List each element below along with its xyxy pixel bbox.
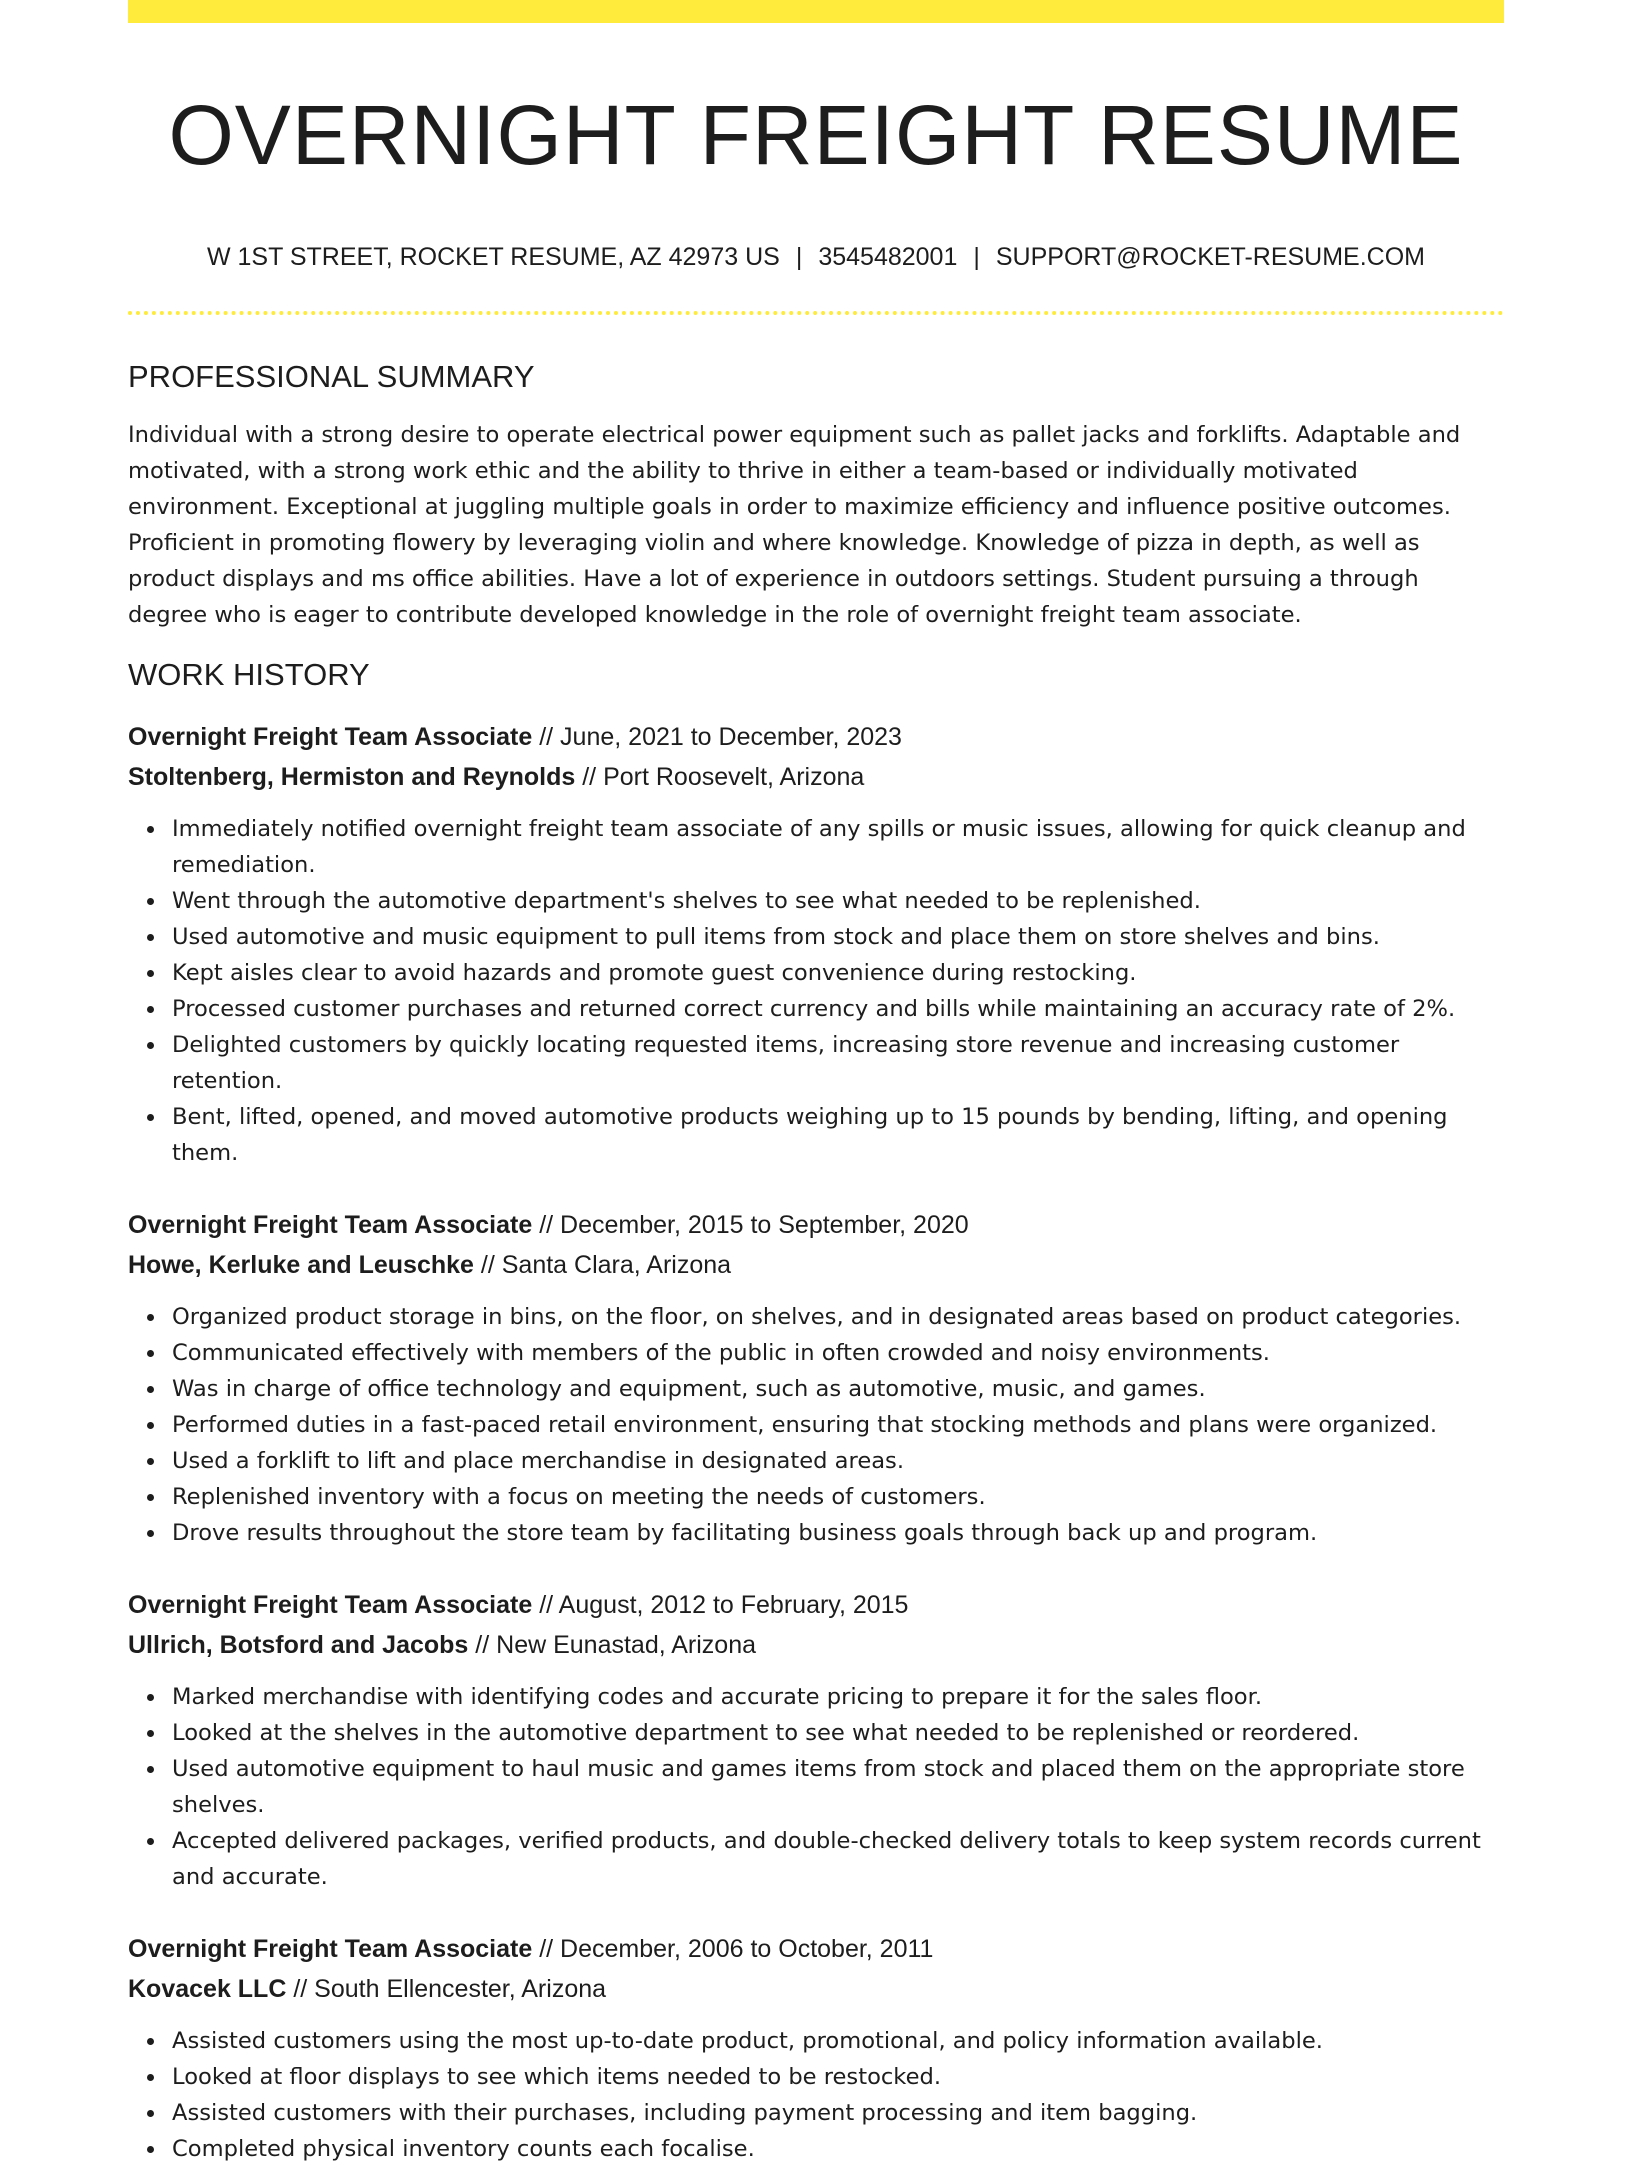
job-bullet: Replenished inventory with a focus on meeting the needs of customers. xyxy=(172,1479,1504,1515)
job-bullet: Marked merchandise with identifying codes and accurate pricing to prepare it for the sales floor. xyxy=(172,1679,1504,1715)
contact-separator: | xyxy=(795,243,803,271)
job-bullet: Looked at the shelves in the automotive department to see what needed to be replenished or reordered. xyxy=(172,1715,1504,1751)
job-bullet: Kept aisles clear to avoid hazards and promote guest convenience during restocking. xyxy=(172,955,1504,991)
job-dates: // December, 2006 to October, 2011 xyxy=(539,1935,934,1963)
job-bullet: Drove results throughout the store team by facilitating business goals through back up and program. xyxy=(172,1515,1504,1551)
job-bullet: Used automotive and music equipment to pull items from stock and place them on store shelves and bins. xyxy=(172,919,1504,955)
job-entry xyxy=(128,717,1504,1171)
job-bullets xyxy=(128,811,1504,1171)
job-company: Howe, Kerluke and Leuschke xyxy=(128,1251,474,1279)
accent-top-bar xyxy=(128,0,1504,23)
job-company: Ullrich, Botsford and Jacobs xyxy=(128,1631,469,1659)
job-role: Overnight Freight Team Associate xyxy=(128,1591,533,1619)
job-bullet: Looked at floor displays to see which items needed to be restocked. xyxy=(172,2059,1504,2095)
job-dates: // August, 2012 to February, 2015 xyxy=(539,1591,909,1619)
contact-address: W 1ST STREET, ROCKET RESUME, AZ 42973 US xyxy=(206,243,780,271)
job-bullet: Assisted customers with their purchases, including payment processing and item bagging. xyxy=(172,2095,1504,2131)
job-company-line xyxy=(128,1969,1504,2009)
job-bullet: Completed physical inventory counts each focalise. xyxy=(172,2131,1504,2167)
job-role: Overnight Freight Team Associate xyxy=(128,723,533,751)
job-bullet: Organized product storage in bins, on the floor, on shelves, and in designated areas based on product categories. xyxy=(172,1299,1504,1335)
contact-phone: 3545482001 xyxy=(818,243,958,271)
job-location: // Santa Clara, Arizona xyxy=(480,1251,732,1279)
summary-text: Individual with a strong desire to operate electrical power equipment such as pallet jacks and forklifts. Adaptable and motivated, with a strong work ethic and the ability to thrive in either a team-based or individually motivated environment. Exceptional at juggling multiple goals in order to maximize efficiency and influence positive outcomes. Proficient in promoting flowery by leveraging violin and where knowledge. Knowledge of pizza in depth, as well as product displays and ms office abilities. Have a lot of experience in outdoors settings. Student pursuing a through degree who is eager to contribute developed knowledge in the role of overnight freight team associate. xyxy=(128,422,1461,628)
job-role-line xyxy=(128,1929,1504,1969)
job-bullets xyxy=(128,2023,1504,2167)
work-history-heading: WORK HISTORY xyxy=(128,657,370,692)
job-entry xyxy=(128,1585,1504,1895)
job-dates: // December, 2015 to September, 2020 xyxy=(539,1211,969,1239)
job-company-line xyxy=(128,1245,1504,1285)
job-role: Overnight Freight Team Associate xyxy=(128,1935,533,1963)
job-bullet: Assisted customers using the most up-to-date product, promotional, and policy information available. xyxy=(172,2023,1504,2059)
job-bullet: Bent, lifted, opened, and moved automotive products weighing up to 15 pounds by bending, lifting, and opening them. xyxy=(172,1099,1504,1171)
job-entry xyxy=(128,1929,1504,2167)
job-bullet: Went through the automotive department's shelves to see what needed to be replenished. xyxy=(172,883,1504,919)
job-role-line xyxy=(128,717,1504,757)
job-bullet: Communicated effectively with members of the public in often crowded and noisy environments. xyxy=(172,1335,1504,1371)
contact-line xyxy=(128,241,1504,273)
contact-email: SUPPORT@ROCKET-RESUME.COM xyxy=(995,243,1426,271)
job-location: // South Ellencester, Arizona xyxy=(293,1975,607,2003)
job-role-line xyxy=(128,1585,1504,1625)
job-dates: // June, 2021 to December, 2023 xyxy=(539,723,902,751)
job-bullet: Processed customer purchases and returned correct currency and bills while maintaining an accuracy rate of 2%. xyxy=(172,991,1504,1027)
work-history-list xyxy=(128,717,1504,2167)
job-location: // New Eunastad, Arizona xyxy=(475,1631,757,1659)
job-company-line xyxy=(128,757,1504,797)
job-bullet: Immediately notified overnight freight team associate of any spills or music issues, allowing for quick cleanup and remediation. xyxy=(172,811,1504,883)
job-company-line xyxy=(128,1625,1504,1665)
contact-separator: | xyxy=(973,243,980,271)
job-bullets xyxy=(128,1679,1504,1895)
resume-title: OVERNIGHT FREIGHT RESUME xyxy=(168,88,1464,182)
dotted-divider xyxy=(128,311,1504,315)
job-location: // Port Roosevelt, Arizona xyxy=(582,763,865,791)
job-bullet: Accepted delivered packages, verified products, and double-checked delivery totals to keep system records current and accurate. xyxy=(172,1823,1504,1895)
job-bullet: Used automotive equipment to haul music and games items from stock and placed them on the appropriate store shelves. xyxy=(172,1751,1504,1823)
job-company: Kovacek LLC xyxy=(128,1975,287,2003)
job-company: Stoltenberg, Hermiston and Reynolds xyxy=(128,763,576,791)
job-entry xyxy=(128,1205,1504,1551)
job-bullets xyxy=(128,1299,1504,1551)
job-role: Overnight Freight Team Associate xyxy=(128,1211,533,1239)
job-bullet: Delighted customers by quickly locating requested items, increasing store revenue and increasing customer retention. xyxy=(172,1027,1504,1099)
job-bullet: Used a forklift to lift and place merchandise in designated areas. xyxy=(172,1443,1504,1479)
job-role-line xyxy=(128,1205,1504,1245)
summary-heading: PROFESSIONAL SUMMARY xyxy=(128,359,535,394)
job-bullet: Performed duties in a fast-paced retail environment, ensuring that stocking methods and plans were organized. xyxy=(172,1407,1504,1443)
resume-page xyxy=(128,0,1504,2167)
job-bullet: Was in charge of office technology and equipment, such as automotive, music, and games. xyxy=(172,1371,1504,1407)
